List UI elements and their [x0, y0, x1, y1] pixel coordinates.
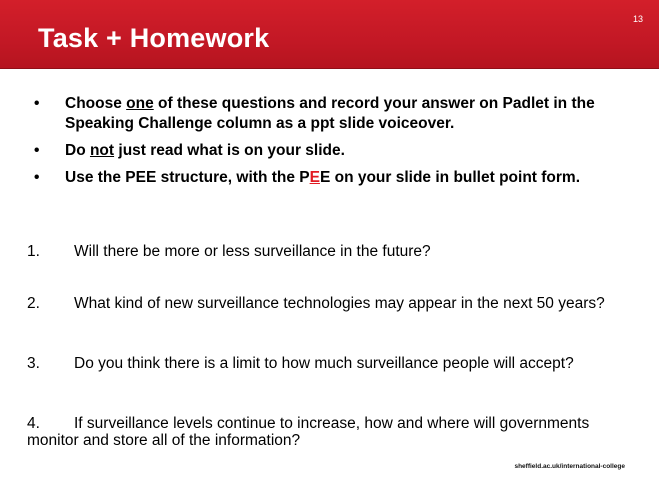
emphasis-underline: one [126, 95, 154, 112]
instruction-text: of these questions and record your answer on Padlet in the Speaking Challenge column as a ppt slide voiceover. [65, 95, 595, 132]
footer-url: sheffield.ac.uk/international-college [514, 463, 625, 470]
question-item [27, 295, 637, 312]
slide-title: Task + Homework [38, 23, 270, 53]
instruction-text: Choose [65, 95, 127, 112]
instruction-text: E on your slide in bullet point form. [319, 169, 581, 186]
bullet-icon: • [34, 142, 40, 159]
emphasis-underline: not [89, 142, 115, 159]
question-text: If surveillance levels continue to increase, how and where will governments monitor and store all of the information? [27, 415, 590, 449]
question-text: What kind of new surveillance technologies may appear in the next 50 years? [74, 295, 605, 312]
question-number: 2. [27, 295, 40, 312]
question-number: 3. [27, 355, 40, 372]
question-number: 4. [27, 415, 40, 432]
question-item [27, 415, 637, 449]
question-text: Will there be more or less surveillance in the future? [74, 243, 431, 260]
instruction-text: just read what is on your slide. [114, 142, 345, 159]
instruction-item [34, 141, 634, 161]
instruction-item [34, 168, 634, 188]
instruction-item [34, 94, 634, 134]
question-number: 1. [27, 243, 40, 260]
instruction-text: Use the PEE structure, with the P [65, 169, 310, 186]
emphasis-highlight: E [309, 169, 320, 186]
instruction-text: Do [65, 142, 90, 159]
bullet-icon: • [34, 95, 40, 112]
bullet-icon: • [34, 169, 40, 186]
question-text: Do you think there is a limit to how much surveillance people will accept? [74, 355, 574, 372]
title-bar [0, 0, 659, 69]
question-item [27, 355, 637, 372]
question-item [27, 243, 637, 260]
slide-number: 13 [632, 14, 643, 24]
instruction-list [34, 94, 634, 195]
